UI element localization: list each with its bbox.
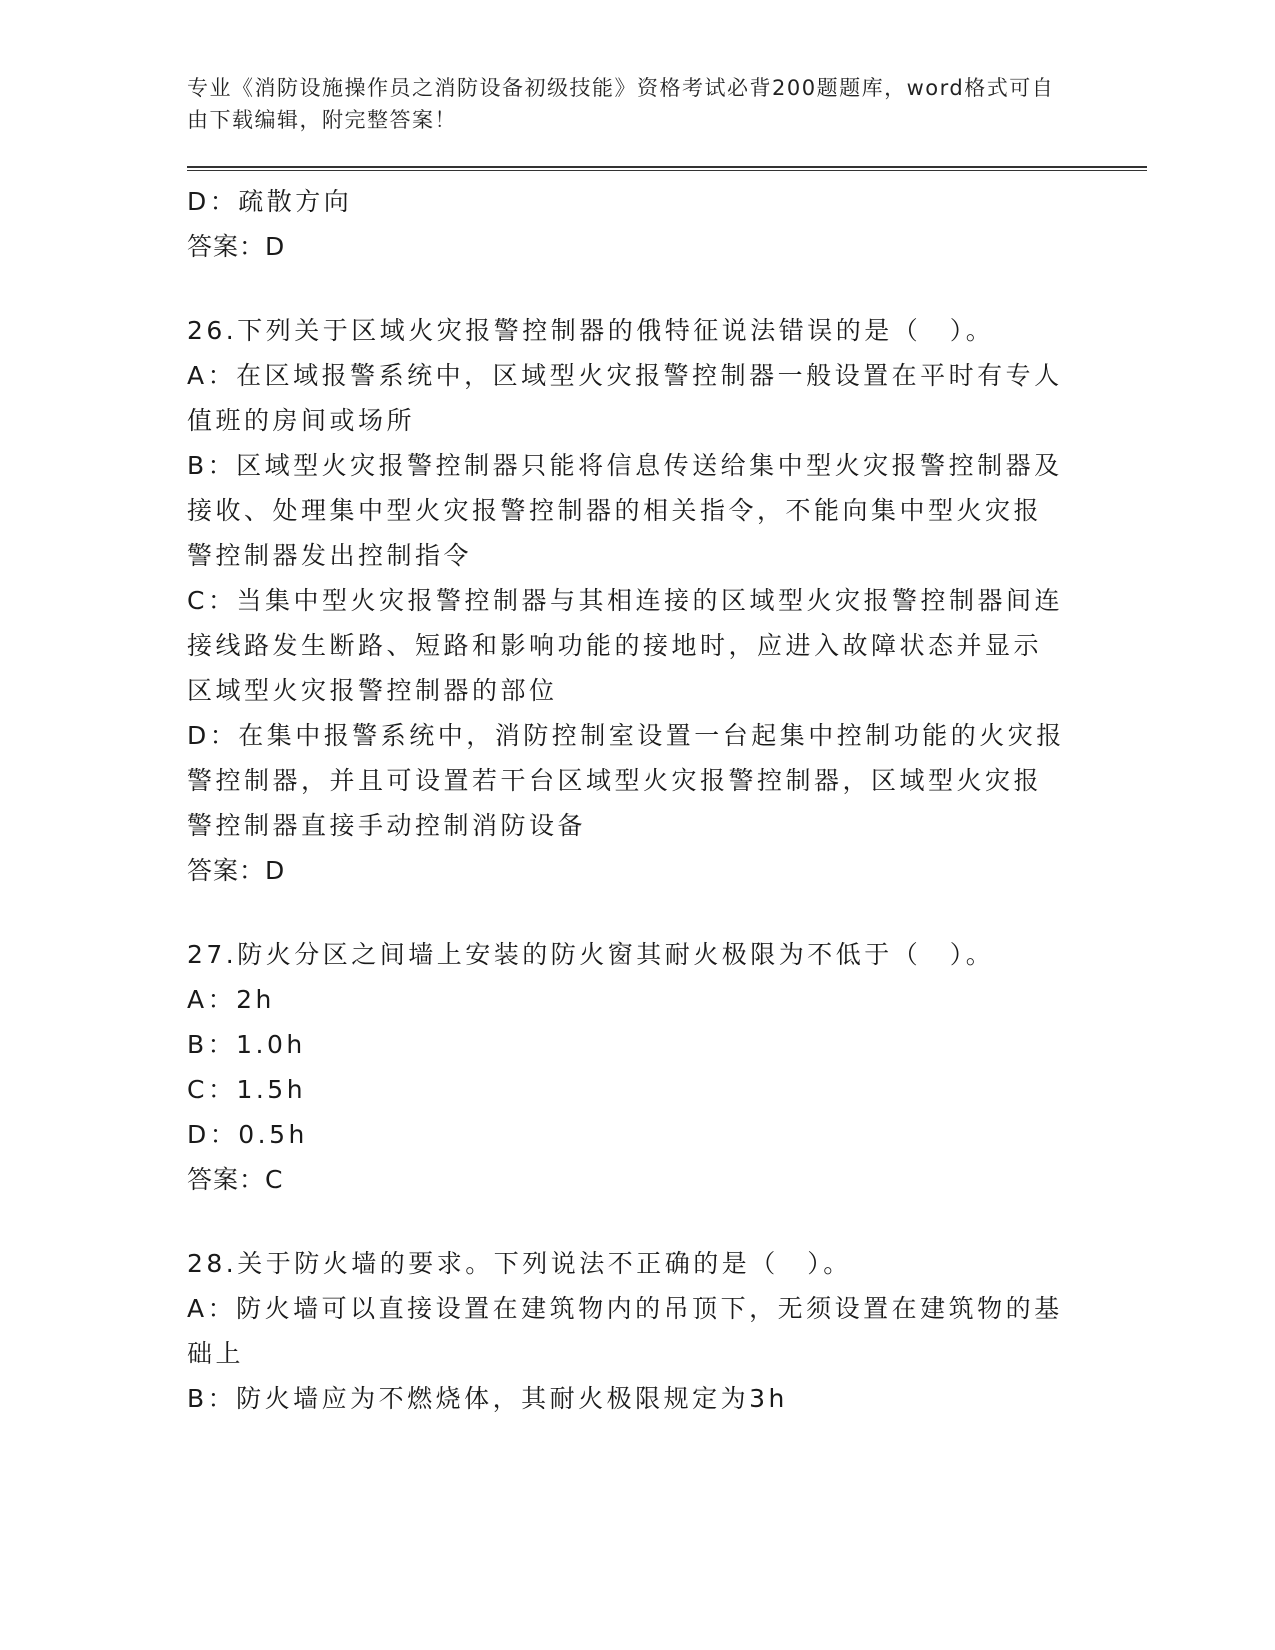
option-d: D：疏散方向 [187,187,353,216]
option-a: A：2h [187,985,275,1014]
option-d: D：0.5h [187,1120,308,1149]
option-b: B：1.0h [187,1030,306,1059]
document-header: 专业《消防设施操作员之消防设备初级技能》资格考试必背200题题库，word格式可自由下载编辑，附完整答案！ [187,76,1055,132]
option-a: A：防火墙可以直接设置在建筑物内的吊顶下，无须设置在建筑物的基础上 [187,1294,1063,1368]
answer: 答案：D [187,232,286,261]
question-26 [187,308,1147,894]
answer: 答案：D [187,856,286,885]
option-d: D：在集中报警系统中，消防控制室设置一台起集中控制功能的火灾报警控制器，并且可设置若干台区域型火灾报警控制器，区域型火灾报警控制器直接手动控制消防设备 [187,721,1065,840]
previous-question-tail [187,179,1147,270]
option-c: C：当集中型火灾报警控制器与其相连接的区域型火灾报警控制器间连接线路发生断路、短路和影响功能的接地时，应进入故障状态并显示区域型火灾报警控制器的部位 [187,586,1063,705]
question-stem: 28.关于防火墙的要求。下列说法不正确的是（ ）。 [187,1249,852,1278]
answer: 答案：C [187,1165,284,1194]
document-page [187,72,1147,1421]
question-27 [187,932,1147,1203]
question-stem: 26.下列关于区域火灾报警控制器的俄特征说法错误的是（ ）。 [187,316,995,345]
option-b: B：区域型火灾报警控制器只能将信息传送给集中型火灾报警控制器及接收、处理集中型火灾报警控制器的相关指令，不能向集中型火灾报警控制器发出控制指令 [187,451,1063,570]
option-c: C：1.5h [187,1075,307,1104]
option-b: B：防火墙应为不燃烧体，其耐火极限规定为3h [187,1384,788,1413]
option-a: A：在区域报警系统中，区域型火灾报警控制器一般设置在平时有专人值班的房间或场所 [187,361,1063,435]
question-28 [187,1241,1147,1421]
question-stem: 27.防火分区之间墙上安装的防火窗其耐火极限为不低于（ ）。 [187,940,995,969]
document-body [187,179,1147,1421]
header-divider [187,166,1147,171]
